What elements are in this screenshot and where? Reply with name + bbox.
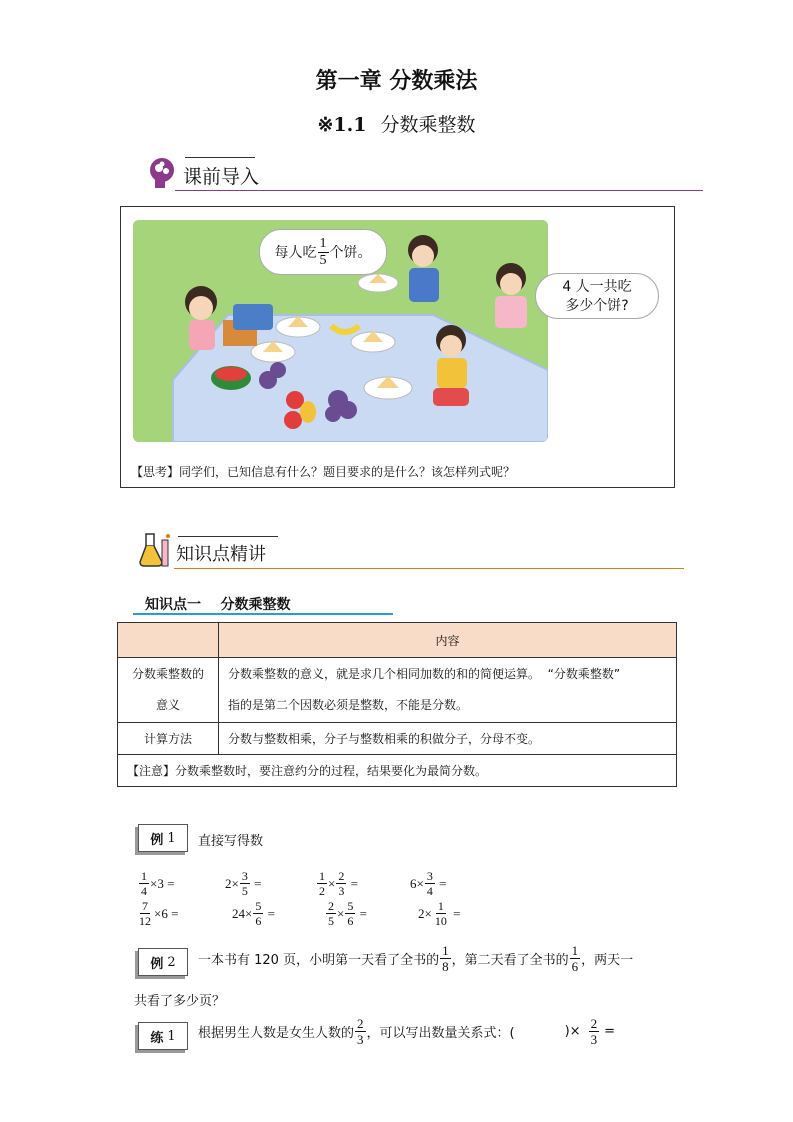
example-1-tag [138, 824, 188, 852]
tag-number: 1 [167, 830, 176, 846]
example-2-text [198, 944, 633, 973]
intro-heading-block [145, 154, 705, 194]
practice-1-tag [138, 1022, 188, 1050]
operator-text: ×6 = [154, 905, 179, 921]
label-line: 意义 [155, 698, 180, 712]
suffix-text: = [250, 875, 262, 891]
suffix-text: = [435, 875, 447, 891]
prefix-text: 24× [232, 905, 253, 921]
suffix-text: = [347, 875, 358, 891]
fraction-numerator: 1 [319, 235, 327, 251]
prefix-text: 2× [225, 875, 239, 891]
numerator: 2 [357, 1016, 364, 1031]
denominator: 5 [328, 914, 334, 928]
fraction-denominator: 5 [319, 252, 327, 268]
intro-heading-line [175, 190, 703, 191]
tag-word: 例 [150, 832, 164, 848]
suffix-text: = [449, 905, 461, 921]
suffix-text: = [264, 905, 275, 921]
example-1-prompt: 直接写得数 [198, 834, 264, 849]
content-line: 分数乘整数的意义，就是求几个相同加数的和的简便运算。 “分数乘整数” [228, 667, 621, 681]
text-segment: 根据男生人数是女生人数的 [198, 1026, 355, 1041]
table-row-content [219, 658, 677, 723]
heading-underline-short [185, 157, 255, 158]
knowledge-point-underline [133, 613, 393, 615]
intro-heading: 课前导入 [183, 166, 260, 188]
bubble-right-line1: 4 人一共吃 [562, 279, 632, 295]
table-row-label [118, 658, 219, 723]
denominator: 3 [357, 1032, 364, 1047]
chapter-title: 第一章 分数乘法 [315, 69, 478, 94]
exercise-item [232, 900, 275, 927]
numerator: 5 [255, 899, 262, 913]
numerator: 5 [347, 899, 354, 913]
denominator: 2 [319, 884, 325, 898]
exercise-item [138, 870, 174, 897]
knowledge-point-title: 知识点一 分数乘整数 [145, 597, 291, 613]
text-segment: ，两天一 [581, 953, 634, 968]
exercise-item [225, 870, 261, 897]
exercise-item [136, 900, 178, 927]
exercise-item [418, 900, 460, 927]
tag-word: 练 [150, 1030, 164, 1046]
text-segment: = [604, 1024, 615, 1039]
prefix-text: 2× [418, 905, 432, 921]
denominator: 6 [571, 959, 579, 974]
content-line: 指的是第二个因数必须是整数，不能是分数。 [228, 698, 469, 712]
brain-head-icon [145, 156, 179, 190]
numerator: 7 [142, 899, 148, 913]
denominator: 3 [590, 1032, 598, 1047]
numerator: 2 [590, 1016, 598, 1031]
section-mark: ※1.1 [317, 114, 367, 136]
numerator: 2 [328, 899, 334, 913]
numerator: 3 [426, 869, 433, 883]
practice-1-text [198, 1017, 615, 1046]
speech-bubble-left [259, 229, 387, 275]
denominator: 12 [139, 914, 151, 928]
operator-text: ×3 = [150, 875, 175, 891]
tag-word: 例 [150, 956, 164, 972]
text-segment: ，可以写出数量关系式：( [366, 1026, 515, 1041]
denominator: 4 [141, 884, 147, 898]
example-2-line2: 共看了多少页？ [134, 994, 226, 1009]
exercise-item [410, 870, 446, 897]
denominator: 10 [434, 914, 447, 928]
denominator: 3 [338, 884, 345, 898]
denominator: 6 [347, 914, 354, 928]
table-row-label: 计算方法 [118, 723, 219, 755]
bubble-left-fraction [318, 237, 329, 268]
text-segment: )× [564, 1024, 581, 1039]
knowledge-table [117, 622, 677, 787]
table-note: 【注意】分数乘整数时，要注意约分的过程，结果要化为最简分数。 [118, 755, 677, 787]
exercise-item [316, 870, 358, 897]
text-segment: ，第二天看了全书的 [451, 953, 569, 968]
operator-text: × [328, 875, 336, 891]
denominator: 6 [255, 914, 262, 928]
operator-text: × [337, 905, 345, 921]
speech-bubble-right [535, 273, 659, 319]
flask-icon [138, 532, 172, 568]
section-title [0, 110, 793, 137]
knowledge-heading: 知识点精讲 [176, 544, 266, 565]
text-segment: 一本书有 120 页，小明第一天看了全书的 [198, 953, 440, 968]
knowledge-heading-short-line [178, 536, 278, 537]
prefix-text: 6× [410, 875, 424, 891]
table-header-content: 内容 [219, 623, 677, 658]
think-text: 【思考】同学们，已知信息有什么？题目要求的是什么？该怎样列式呢？ [131, 465, 516, 479]
numerator: 1 [437, 899, 444, 913]
tag-number: 2 [167, 954, 176, 970]
bubble-left-pre: 每人吃 [274, 245, 317, 261]
intro-box [120, 206, 675, 488]
tag-number: 1 [167, 1028, 176, 1044]
numerator: 2 [338, 869, 345, 883]
table-header-blank [118, 623, 219, 658]
suffix-text: = [356, 905, 367, 921]
table-row-content: 分数与整数相乘，分子与整数相乘的积做分子，分母不变。 [219, 723, 677, 755]
label-line: 分数乘整数的 [131, 667, 204, 681]
numerator: 3 [241, 869, 248, 883]
denominator: 4 [426, 884, 433, 898]
section-name: 分数乘整数 [380, 114, 476, 136]
denominator: 8 [442, 959, 449, 974]
knowledge-heading-block [138, 530, 688, 572]
example-2-tag [138, 948, 188, 976]
bubble-left-post: 个饼。 [329, 245, 372, 261]
knowledge-heading-line [174, 568, 684, 569]
numerator: 1 [141, 869, 147, 883]
exercise-item [325, 900, 367, 927]
numerator: 1 [319, 869, 325, 883]
numerator: 1 [571, 943, 579, 958]
denominator: 5 [241, 884, 248, 898]
numerator: 1 [442, 943, 449, 958]
bubble-right-line2: 多少个饼? [565, 298, 629, 314]
